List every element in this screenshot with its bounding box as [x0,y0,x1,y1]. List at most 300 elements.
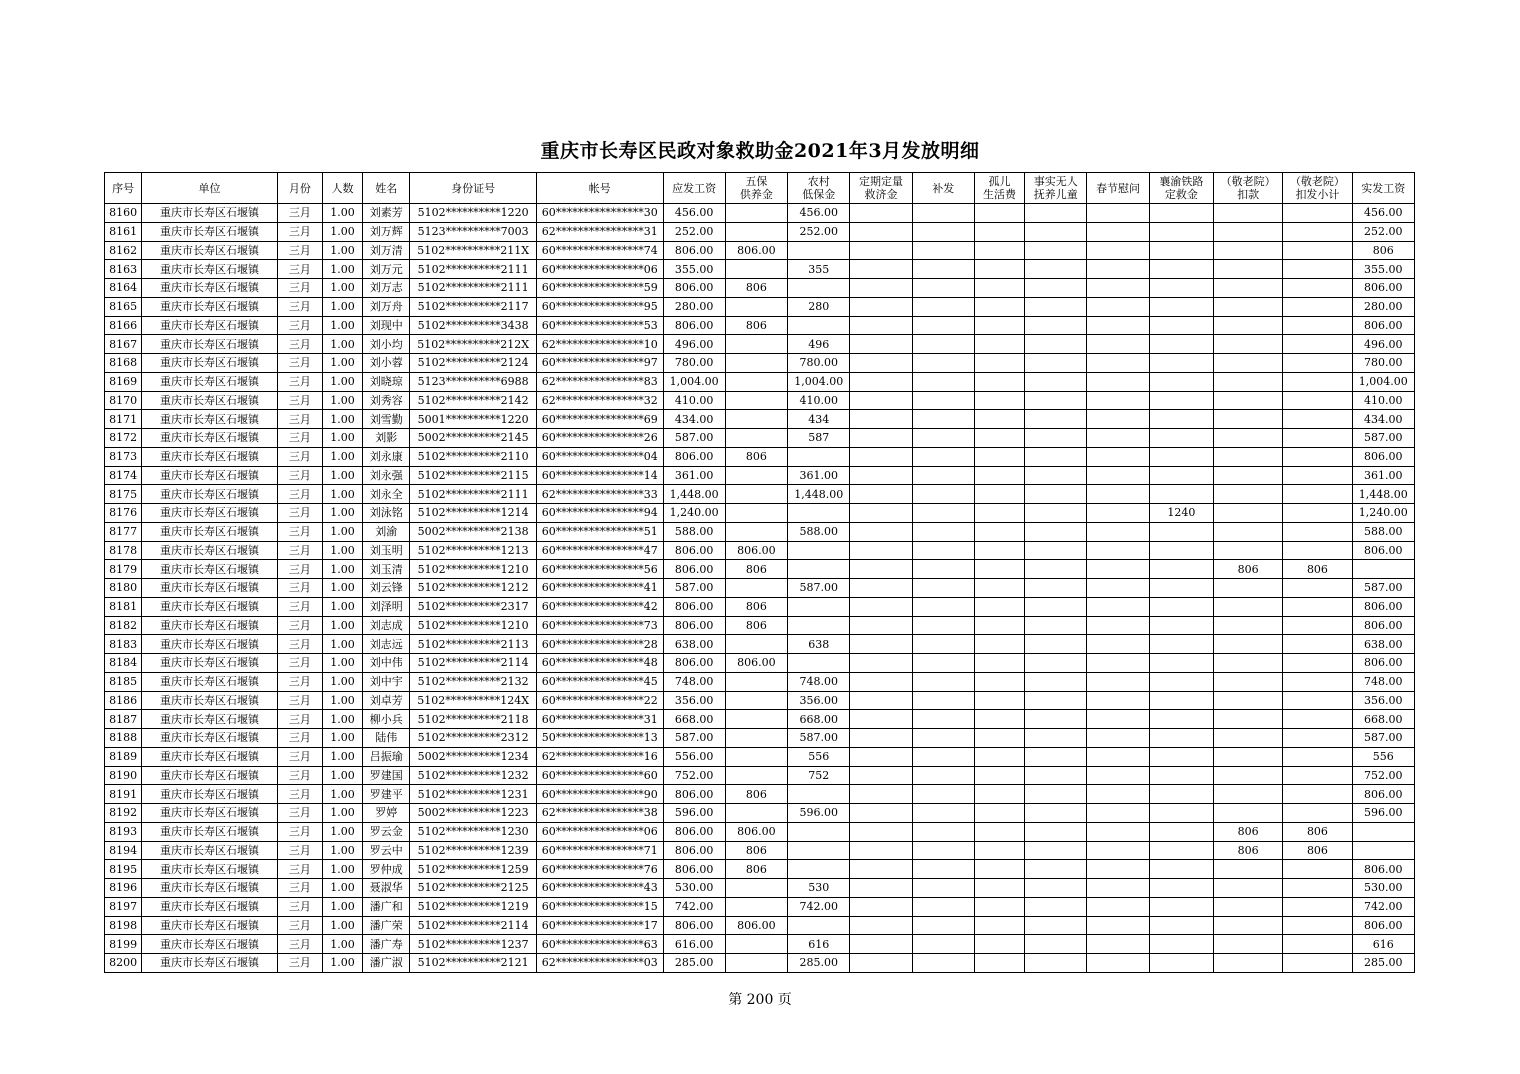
table-cell: 806.00 [1352,616,1414,635]
column-header: 应发工资 [663,173,725,204]
table-cell: 5102**********1213 [410,541,537,560]
table-cell: 752.00 [663,766,725,785]
table-cell [1283,485,1352,504]
table-cell: 三月 [277,466,322,485]
table-cell: 806.00 [1352,916,1414,935]
table-cell: 496 [788,335,850,354]
table-cell: 8169 [105,372,142,391]
table-cell: 5002**********2145 [410,429,537,448]
table-cell: 重庆市长寿区石堰镇 [142,935,278,954]
table-cell: 5102**********2317 [410,597,537,616]
table-cell: 5102**********2124 [410,354,537,373]
table-cell: 60****************90 [536,785,663,804]
table-cell [1025,241,1087,260]
table-row [105,916,1415,935]
table-cell: 三月 [277,429,322,448]
table-cell [1149,841,1213,860]
table-cell [725,935,787,954]
table-cell [912,466,974,485]
table-cell [850,447,912,466]
table-cell: 62****************31 [536,222,663,241]
table-cell [725,747,787,766]
table-cell [1087,560,1149,579]
table-cell [974,335,1024,354]
table-cell: 806.00 [663,860,725,879]
table-cell [1025,935,1087,954]
table-cell [1149,560,1213,579]
table-cell [1025,766,1087,785]
table-cell [974,672,1024,691]
table-cell: 752 [788,766,850,785]
table-cell [1087,954,1149,973]
table-cell [1283,429,1352,448]
table-cell [912,841,974,860]
table-cell [912,879,974,898]
table-cell: 三月 [277,541,322,560]
table-cell [1149,316,1213,335]
table-cell: 806 [1352,241,1414,260]
table-cell [1087,822,1149,841]
column-header: 定期定量 救济金 [850,173,912,204]
table-cell: 596.00 [1352,804,1414,823]
table-cell [1283,354,1352,373]
table-cell [974,522,1024,541]
table-cell [725,897,787,916]
table-cell: 5102**********2312 [410,729,537,748]
page-number: 第 200 页 [728,992,792,1008]
table-cell [725,372,787,391]
table-cell: 8191 [105,785,142,804]
table-cell: 556 [1352,747,1414,766]
table-cell [912,935,974,954]
table-cell [1213,710,1282,729]
table-cell [912,316,974,335]
table-row [105,541,1415,560]
table-cell: 530 [788,879,850,898]
table-cell [974,297,1024,316]
table-cell [1087,691,1149,710]
table-cell: 596.00 [788,804,850,823]
table-cell: 356.00 [788,691,850,710]
table-cell: 356.00 [663,691,725,710]
table-cell [725,766,787,785]
table-cell: 60****************42 [536,597,663,616]
table-cell: 8175 [105,485,142,504]
table-cell: 5102**********1230 [410,822,537,841]
table-cell: 罗仲成 [363,860,410,879]
table-cell: 重庆市长寿区石堰镇 [142,897,278,916]
table-cell: 742.00 [663,897,725,916]
table-cell: 616 [1352,935,1414,954]
table-cell [1025,372,1087,391]
table-cell [912,222,974,241]
table-cell [1283,597,1352,616]
table-cell [1283,372,1352,391]
table-cell: 60****************26 [536,429,663,448]
table-cell: 8197 [105,897,142,916]
table-cell [850,691,912,710]
table-cell [1025,672,1087,691]
table-cell [1025,654,1087,673]
table-cell: 5102**********2118 [410,710,537,729]
table-cell: 806.00 [1352,541,1414,560]
table-cell: 三月 [277,672,322,691]
table-cell: 530.00 [663,879,725,898]
table-cell [850,729,912,748]
table-cell [1283,335,1352,354]
table-cell: 806 [1213,822,1282,841]
table-cell [912,485,974,504]
table-cell [1149,766,1213,785]
table-cell [1283,729,1352,748]
table-cell [1087,541,1149,560]
table-cell: 806.00 [663,822,725,841]
table-cell [912,729,974,748]
table-cell [1213,335,1282,354]
table-cell [1025,485,1087,504]
table-cell: 罗婷 [363,804,410,823]
table-cell [912,804,974,823]
table-cell: 8180 [105,579,142,598]
table-cell [1025,785,1087,804]
table-cell [1087,372,1149,391]
table-cell: 806 [725,841,787,860]
table-cell: 重庆市长寿区石堰镇 [142,504,278,523]
table-cell: 8181 [105,597,142,616]
table-cell: 8166 [105,316,142,335]
table-cell [1025,391,1087,410]
table-cell [912,654,974,673]
table-cell: 588.00 [663,522,725,541]
table-cell: 285.00 [663,954,725,973]
table-cell: 重庆市长寿区石堰镇 [142,954,278,973]
table-cell [1087,616,1149,635]
table-cell [850,935,912,954]
table-cell [725,429,787,448]
table-cell [1213,897,1282,916]
table-row [105,597,1415,616]
table-cell: 三月 [277,260,322,279]
table-cell: 748.00 [788,672,850,691]
table-cell: 8160 [105,204,142,223]
table-cell [912,391,974,410]
table-cell: 5102**********2117 [410,297,537,316]
table-cell [1213,316,1282,335]
table-cell: 重庆市长寿区石堰镇 [142,466,278,485]
table-cell [1352,841,1414,860]
table-cell [974,691,1024,710]
table-cell: 1.00 [322,222,362,241]
table-cell [1087,897,1149,916]
table-cell [725,635,787,654]
table-cell [850,410,912,429]
table-cell: 434.00 [663,410,725,429]
table-cell: 556 [788,747,850,766]
table-cell [725,297,787,316]
table-cell: 5102**********1232 [410,766,537,785]
table-cell: 780.00 [1352,354,1414,373]
table-cell [1283,241,1352,260]
table-cell: 重庆市长寿区石堰镇 [142,522,278,541]
table-cell [974,916,1024,935]
table-cell: 806.00 [663,654,725,673]
table-cell: 806.00 [663,279,725,298]
table-cell: 410.00 [663,391,725,410]
table-cell [850,354,912,373]
table-row [105,766,1415,785]
table-cell: 重庆市长寿区石堰镇 [142,729,278,748]
table-cell: 806 [725,616,787,635]
table-cell: 806 [1283,822,1352,841]
table-cell: 496.00 [663,335,725,354]
table-cell: 806.00 [1352,860,1414,879]
table-cell [850,766,912,785]
table-cell: 280.00 [1352,297,1414,316]
table-cell: 1.00 [322,241,362,260]
table-cell: 5102**********2110 [410,447,537,466]
table-cell: 5102**********1231 [410,785,537,804]
table-cell: 三月 [277,635,322,654]
table-cell: 潘广寿 [363,935,410,954]
table-cell [1087,466,1149,485]
table-cell [1213,935,1282,954]
table-cell: 60****************06 [536,260,663,279]
table-cell: 8189 [105,747,142,766]
table-cell: 355 [788,260,850,279]
table-cell [1025,691,1087,710]
table-cell: 三月 [277,729,322,748]
table-cell [1213,729,1282,748]
table-cell [1087,447,1149,466]
table-cell: 重庆市长寿区石堰镇 [142,447,278,466]
table-cell [912,785,974,804]
table-cell: 8184 [105,654,142,673]
table-cell [974,879,1024,898]
table-cell: 806.00 [725,241,787,260]
table-cell: 重庆市长寿区石堰镇 [142,841,278,860]
table-cell: 355.00 [663,260,725,279]
table-cell: 530.00 [1352,879,1414,898]
table-cell: 62****************83 [536,372,663,391]
table-cell [912,410,974,429]
table-cell [1025,560,1087,579]
table-cell [1087,222,1149,241]
table-cell [1213,260,1282,279]
table-cell: 1,004.00 [1352,372,1414,391]
table-cell [1087,335,1149,354]
table-cell [974,466,1024,485]
table-cell: 三月 [277,710,322,729]
table-cell [1283,804,1352,823]
table-cell: 780.00 [663,354,725,373]
table-cell [850,485,912,504]
table-cell: 8182 [105,616,142,635]
table-cell: 重庆市长寿区石堰镇 [142,297,278,316]
table-cell [850,916,912,935]
table-cell: 748.00 [663,672,725,691]
table-cell [912,504,974,523]
table-cell: 刘玉清 [363,560,410,579]
table-cell: 60****************30 [536,204,663,223]
table-cell [1213,766,1282,785]
table-cell [1025,222,1087,241]
table-cell: 60****************59 [536,279,663,298]
table-cell [1213,541,1282,560]
table-cell: 5102**********1220 [410,204,537,223]
table-cell: 刘中宇 [363,672,410,691]
table-cell: 三月 [277,954,322,973]
table-cell [912,579,974,598]
table-cell: 806.00 [663,541,725,560]
table-cell: 588.00 [1352,522,1414,541]
table-cell: 重庆市长寿区石堰镇 [142,222,278,241]
table-cell [1213,597,1282,616]
table-cell [850,204,912,223]
table-cell: 587.00 [1352,579,1414,598]
table-cell: 三月 [277,822,322,841]
table-cell: 806.00 [725,822,787,841]
table-cell [1087,635,1149,654]
table-cell: 806.00 [1352,316,1414,335]
table-cell: 刘晓琼 [363,372,410,391]
table-row [105,804,1415,823]
table-cell [725,485,787,504]
table-cell: 5102**********1210 [410,616,537,635]
table-cell [974,935,1024,954]
table-cell [974,729,1024,748]
table-cell [1213,785,1282,804]
table-cell [912,335,974,354]
table-cell: 三月 [277,522,322,541]
table-cell: 8172 [105,429,142,448]
table-cell: 60****************06 [536,822,663,841]
table-cell: 1.00 [322,822,362,841]
table-cell [974,316,1024,335]
table-cell [1283,616,1352,635]
column-header: 春节慰问 [1087,173,1149,204]
table-cell [1213,747,1282,766]
table-cell: 重庆市长寿区石堰镇 [142,429,278,448]
table-cell: 1.00 [322,297,362,316]
table-cell: 60****************45 [536,672,663,691]
table-cell: 罗云中 [363,841,410,860]
table-cell: 潘广淑 [363,954,410,973]
table-cell: 5102**********212X [410,335,537,354]
table-cell [1087,241,1149,260]
table-cell: 三月 [277,691,322,710]
table-cell [912,241,974,260]
table-row [105,691,1415,710]
table-cell: 三月 [277,916,322,935]
table-cell: 8194 [105,841,142,860]
table-cell [1283,654,1352,673]
table-cell [1283,222,1352,241]
table-cell [1087,766,1149,785]
table-cell [850,541,912,560]
table-row [105,729,1415,748]
table-cell [912,710,974,729]
table-cell: 三月 [277,316,322,335]
table-cell: 252.00 [1352,222,1414,241]
table-row [105,335,1415,354]
table-cell: 刘志成 [363,616,410,635]
table-cell: 三月 [277,335,322,354]
table-cell [912,447,974,466]
table-cell [725,879,787,898]
table-cell [974,354,1024,373]
table-cell: 806.00 [725,916,787,935]
table-cell [850,391,912,410]
table-cell: 三月 [277,804,322,823]
table-cell [725,672,787,691]
table-cell: 三月 [277,860,322,879]
table-cell: 重庆市长寿区石堰镇 [142,616,278,635]
table-cell [974,822,1024,841]
table-cell: 刘永康 [363,447,410,466]
table-cell: 8186 [105,691,142,710]
table-cell: 806 [725,560,787,579]
table-cell [725,504,787,523]
table-cell [1025,804,1087,823]
table-cell: 60****************60 [536,766,663,785]
table-cell [1149,879,1213,898]
table-cell [1149,691,1213,710]
table-cell: 5001**********1220 [410,410,537,429]
table-cell: 重庆市长寿区石堰镇 [142,635,278,654]
table-row [105,354,1415,373]
table-cell [788,616,850,635]
table-cell: 三月 [277,391,322,410]
table-cell: 806.00 [1352,279,1414,298]
table-row [105,616,1415,635]
table-cell: 重庆市长寿区石堰镇 [142,335,278,354]
table-cell: 1,448.00 [1352,485,1414,504]
table-cell: 重庆市长寿区石堰镇 [142,597,278,616]
table-cell: 5102**********2114 [410,654,537,673]
table-cell: 三月 [277,222,322,241]
table-cell [1087,841,1149,860]
table-cell [974,204,1024,223]
table-row [105,391,1415,410]
table-row [105,747,1415,766]
table-cell: 吕振瑜 [363,747,410,766]
table-cell: 8185 [105,672,142,691]
table-cell [1213,429,1282,448]
column-header: 五保 供养金 [725,173,787,204]
table-cell: 三月 [277,766,322,785]
column-header: 帐号 [536,173,663,204]
table-cell [1283,672,1352,691]
table-cell [1213,504,1282,523]
table-cell [1213,391,1282,410]
table-cell: 62****************16 [536,747,663,766]
table-cell [1025,541,1087,560]
table-cell: 806.00 [1352,597,1414,616]
table-cell: 556.00 [663,747,725,766]
table-cell [850,822,912,841]
table-cell: 8165 [105,297,142,316]
table-cell [912,372,974,391]
table-cell [1283,916,1352,935]
table-cell: 356.00 [1352,691,1414,710]
table-cell: 三月 [277,297,322,316]
table-cell [912,860,974,879]
table-cell: 60****************53 [536,316,663,335]
table-cell [850,710,912,729]
table-cell [850,222,912,241]
table-cell [788,916,850,935]
table-cell: 8188 [105,729,142,748]
